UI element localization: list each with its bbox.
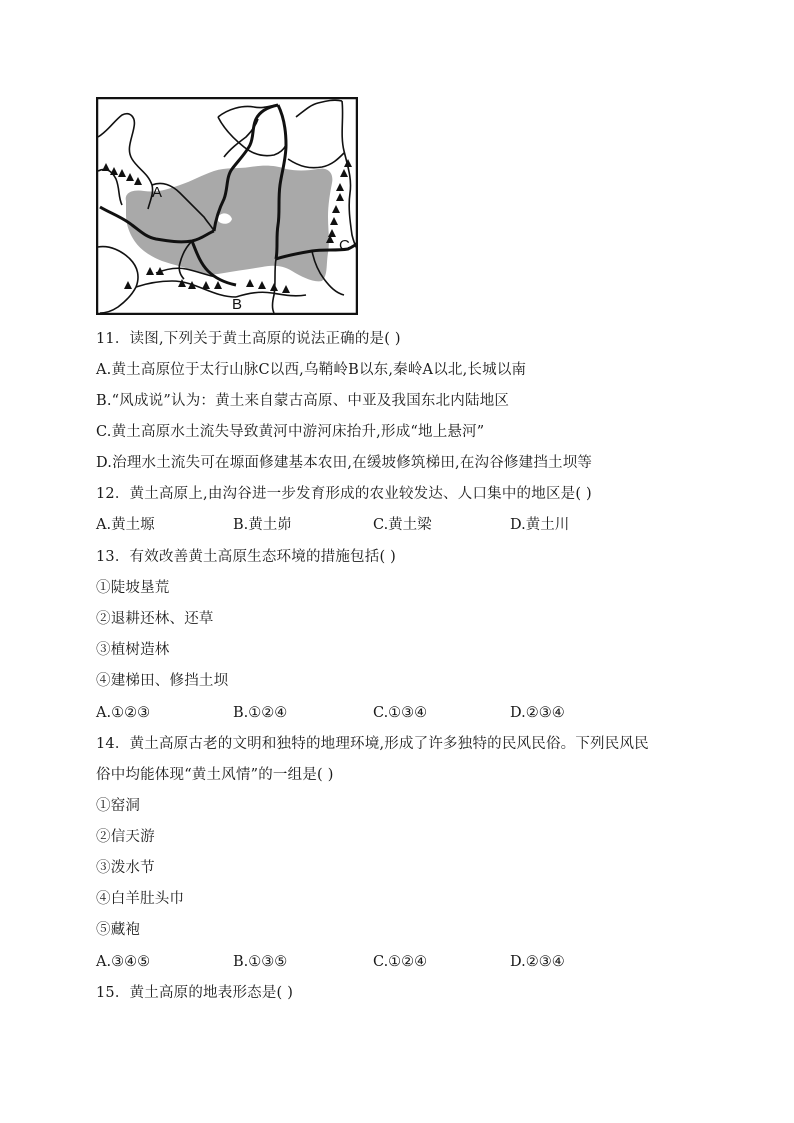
q12-option-a: A.黄土塬 bbox=[96, 517, 155, 533]
q14-stem-line2: 俗中均能体现“黄土风情”的一组是( ) bbox=[96, 767, 334, 783]
map-label-a: A bbox=[152, 184, 163, 201]
q13-option-a: A.①②③ bbox=[96, 705, 151, 721]
q13-item-1: ①陡坡垦荒 bbox=[96, 580, 170, 596]
q14-item-2: ②信天游 bbox=[96, 829, 155, 845]
q14-option-a: A.③④⑤ bbox=[96, 954, 151, 970]
q13-item-3: ③植树造林 bbox=[96, 642, 170, 658]
q12-option-d: D.黄土川 bbox=[510, 517, 570, 533]
map-label-c: C bbox=[339, 237, 350, 254]
q11-option-d: D.治理水土流失可在塬面修建基本农田,在缓坡修筑梯田,在沟谷修建挡土坝等 bbox=[96, 455, 593, 471]
q13-stem: 13．有效改善黄土高原生态环境的措施包括( ) bbox=[96, 549, 396, 565]
q13-item-4: ④建梯田、修挡土坝 bbox=[96, 673, 229, 689]
q14-option-b: B.①③⑤ bbox=[233, 954, 288, 970]
q14-option-d: D.②③④ bbox=[510, 954, 565, 970]
q11-option-c: C.黄土高原水土流失导致黄河中游河床抬升,形成“地上悬河” bbox=[96, 424, 485, 440]
q13-option-b: B.①②④ bbox=[233, 705, 288, 721]
q14-item-3: ③泼水节 bbox=[96, 860, 155, 876]
q13-option-c: C.①③④ bbox=[373, 705, 428, 721]
q13-option-d: D.②③④ bbox=[510, 705, 565, 721]
q14-item-4: ④白羊肚头巾 bbox=[96, 891, 185, 907]
q14-item-1: ①窑洞 bbox=[96, 798, 141, 814]
q13-item-2: ②退耕还林、还草 bbox=[96, 611, 214, 627]
q11-option-b: B.“风成说”认为：黄土来自蒙古高原、中亚及我国东北内陆地区 bbox=[96, 393, 510, 409]
q12-option-c: C.黄土梁 bbox=[373, 517, 432, 533]
q14-item-5: ⑤藏袍 bbox=[96, 922, 141, 938]
loess-plateau-map bbox=[96, 97, 358, 315]
q12-stem: 12．黄土高原上,由沟谷进一步发育形成的农业较发达、人口集中的地区是( ) bbox=[96, 486, 592, 502]
map-label-b: B bbox=[232, 296, 243, 313]
q11-stem: 11．读图,下列关于黄土高原的说法正确的是( ) bbox=[96, 331, 401, 347]
q15-stem: 15．黄土高原的地表形态是( ) bbox=[96, 985, 294, 1001]
q14-stem-line1: 14．黄土高原古老的文明和独特的地理环境,形成了许多独特的民风民俗。下列民风民 bbox=[96, 736, 649, 752]
q14-option-c: C.①②④ bbox=[373, 954, 428, 970]
q11-option-a: A.黄土高原位于太行山脉C以西,乌鞘岭B以东,秦岭A以北,长城以南 bbox=[96, 362, 527, 378]
q12-option-b: B.黄土峁 bbox=[233, 517, 292, 533]
